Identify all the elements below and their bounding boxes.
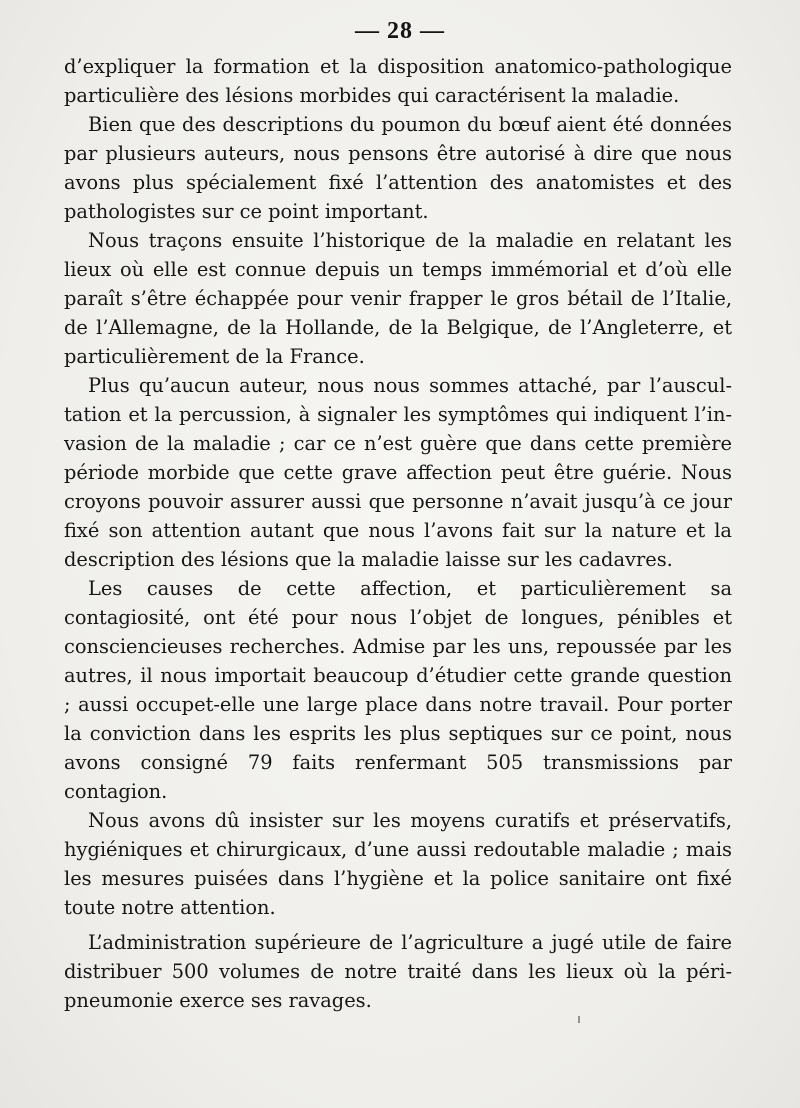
body-text [64, 52, 732, 1015]
paragraph-6: Nous avons dû insister sur les moyens curatifs et préservatifs, hygiéniques et chirurgicaux, d’une aussi redoutable maladie ; mais les mesures puisées dans l’hygiène et la police sanitaire ont fixé toute notre attention. [64, 809, 732, 919]
page-number: — 28 — [355, 18, 445, 44]
paragraph-1: d’expliquer la formation et la disposition anatomico-pathologique particulière des lésions morbides qui caractérisent la maladie. [64, 55, 732, 107]
paragraph-7: L’administration supérieure de l’agriculture a jugé utile de faire distribuer 500 volumes de notre traité dans les lieux où la péripneumonie exerce ses ravages. [64, 931, 732, 1012]
print-mark [578, 1016, 580, 1023]
paragraph-4: Plus qu’aucun auteur, nous nous sommes attaché, par l’auscultation et la percussion, à signaler les symptômes qui indiquent l’invasion de la maladie ; car ce n’est guère que dans cette première période morbide que cette grave affection peut être guérie. Nous croyons pouvoir assurer aussi que personne n’avait jusqu’à ce jour fixé son attention autant que nous l’avons fait sur la nature et la description des lésions que la maladie laisse sur les cadavres. [64, 374, 732, 571]
paragraph-2: Bien que des descriptions du poumon du bœuf aient été données par plusieurs auteurs, nous pensons être autorisé à dire que nous avons plus spécialement fixé l’attention des anatomistes et des pathologistes sur ce point important. [64, 113, 732, 223]
paragraph-5: Les causes de cette affection, et particulièrement sa contagiosité, ont été pour nous l’objet de longues, pénibles et consciencieuses recherches. Admise par les uns, repoussée par les autres, il nous importait beaucoup d’étudier cette grande question ; aussi occupet-elle une large place dans notre travail. Pour porter la conviction dans les esprits les plus septiques sur ce point, nous avons consigné 79 faits renfermant 505 transmissions par contagion. [64, 577, 732, 803]
paragraph-3: Nous traçons ensuite l’historique de la maladie en relatant les lieux où elle est connue depuis un temps immémorial et d’où elle paraît s’être échappée pour venir frapper le gros bétail de l’Italie, de l’Allemagne, de la Hollande, de la Belgique, de l’Angleterre, et particulièrement de la France. [64, 229, 732, 368]
